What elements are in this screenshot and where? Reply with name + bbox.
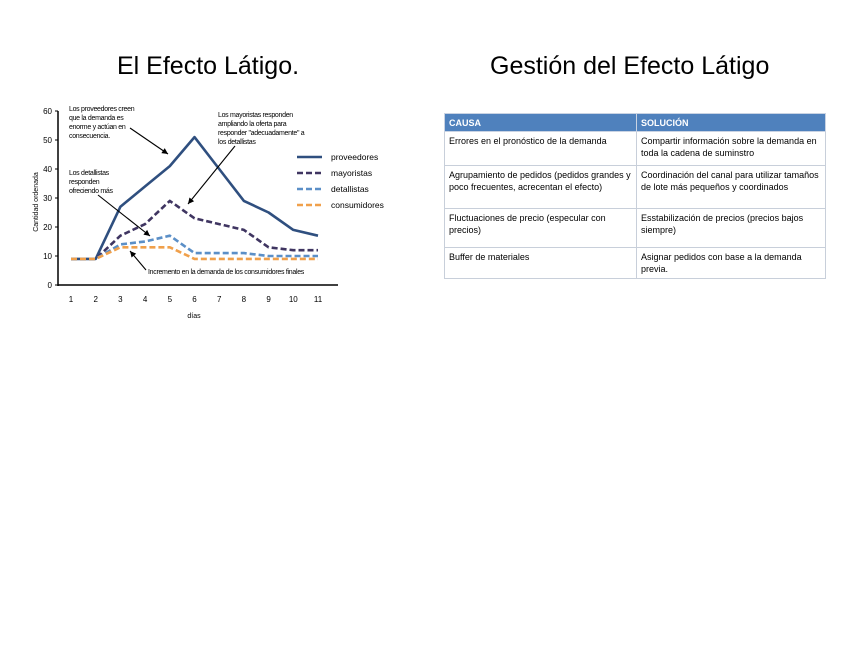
annotation-arrow	[188, 146, 235, 204]
arrow-head	[161, 148, 168, 154]
x-tick-label: 11	[313, 295, 323, 304]
cause-cell: Agrupamiento de pedidos (pedidos grandes y poco frecuentes, acrecentan el efecto)	[445, 166, 637, 209]
cause-cell: Buffer de materiales	[445, 248, 637, 279]
annotation-text: enorme y actúan en	[69, 124, 126, 131]
y-tick-label: 60	[43, 107, 52, 116]
annotation-text: consecuencia.	[69, 133, 110, 140]
x-tick-label: 4	[142, 295, 148, 304]
annotation-text: responder "adecuadamente" a	[218, 130, 305, 137]
legend-label: proveedores	[331, 152, 379, 162]
y-tick-label: 50	[43, 136, 52, 145]
table-row	[445, 132, 826, 166]
x-tick-label: 1	[68, 295, 74, 304]
causes-solutions-table	[444, 113, 826, 279]
x-tick-label: 5	[167, 295, 173, 304]
y-tick-label: 0	[47, 281, 52, 290]
solution-cell: Compartir información sobre la demanda en toda la cadena de suminstro	[637, 132, 826, 166]
annotation-text: Incremento en la demanda de los consumidores finales	[148, 269, 304, 276]
x-tick-label: 8	[241, 295, 247, 304]
annotation-text: los detallistas	[218, 139, 256, 146]
table-row	[445, 166, 826, 209]
x-tick-label: 10	[288, 295, 298, 304]
y-axis-label: Cantidad ordenada	[33, 172, 40, 232]
annotation-text: Los proveedores creen	[69, 106, 135, 113]
table-row	[445, 248, 826, 279]
header-causa: CAUSA	[445, 114, 637, 132]
x-tick-label: 2	[93, 295, 98, 304]
y-tick-label: 30	[43, 194, 52, 203]
legend-label: consumidores	[331, 200, 384, 210]
annotation-text: ofreciendo más	[69, 188, 113, 195]
x-tick-label: 3	[118, 295, 123, 304]
annotation-text: que la demanda es	[69, 115, 124, 122]
y-tick-label: 10	[43, 252, 52, 261]
bullwhip-line-chart	[28, 95, 408, 330]
annotation-text: Los mayoristas responden	[218, 112, 293, 119]
x-axis-label: días	[187, 313, 201, 320]
table-row	[445, 209, 826, 248]
annotation-text: Los detallistas	[69, 170, 109, 177]
cause-cell: Errores en el pronóstico de la demanda	[445, 132, 637, 166]
solution-cell: Esstabilización de precios (precios bajos siempre)	[637, 209, 826, 248]
annotation-text: responden	[69, 179, 100, 186]
chart-title: El Efecto Látigo.	[117, 52, 300, 80]
y-tick-label: 20	[43, 223, 52, 232]
annotation-arrow	[98, 195, 150, 236]
x-tick-label: 7	[216, 295, 222, 304]
header-solucion: SOLUCIÓN	[637, 114, 826, 132]
solution-cell: Asignar pedidos con base a la demanda previa.	[637, 248, 826, 279]
solution-cell: Coordinación del canal para utilizar tamaños de lote más pequeños y coordinados	[637, 166, 826, 209]
annotation-text: ampliando la oferta para	[218, 121, 287, 128]
arrow-head	[143, 230, 150, 236]
y-tick-label: 40	[43, 165, 52, 174]
x-tick-label: 9	[266, 295, 271, 304]
legend-label: mayoristas	[331, 168, 373, 178]
x-tick-label: 6	[192, 295, 197, 304]
legend-label: detallistas	[331, 184, 369, 194]
annotation-arrow	[130, 128, 168, 154]
series-line-proveedores	[71, 137, 318, 259]
table-title: Gestión del Efecto Látigo	[490, 52, 770, 80]
cause-cell: Fluctuaciones de precio (especular con precios)	[445, 209, 637, 248]
table-header-row	[445, 114, 826, 132]
